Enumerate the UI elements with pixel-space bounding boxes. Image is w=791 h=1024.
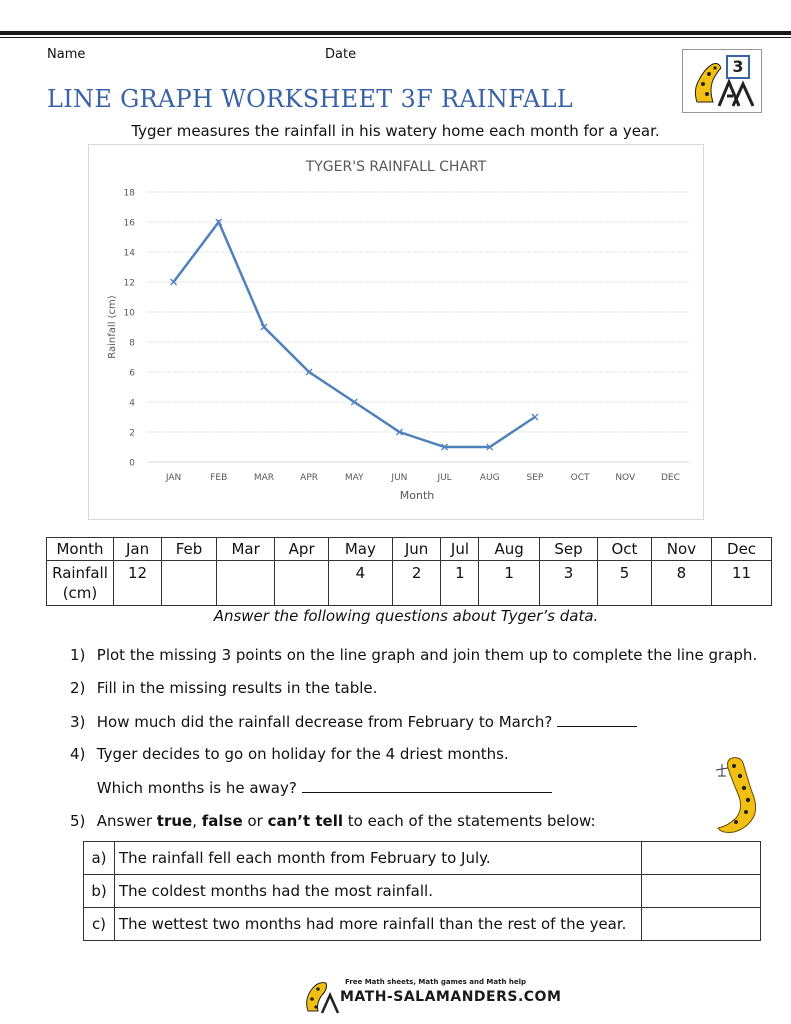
statement-label: a) — [84, 842, 115, 875]
month-cell: Sep — [539, 538, 597, 561]
separator: , — [192, 812, 202, 830]
question-text: Which months is he away? — [96, 779, 297, 797]
y-tick-label: 10 — [123, 308, 135, 319]
chart-svg — [89, 145, 703, 519]
chart-grid — [147, 192, 689, 462]
value-cell: 11 — [712, 561, 772, 606]
table-header-row — [47, 538, 772, 561]
y-tick-label: 18 — [123, 188, 135, 199]
question-text: Fill in the missing results in the table. — [96, 679, 378, 697]
question-number: 4) — [70, 745, 86, 763]
x-tick-label: MAR — [253, 473, 275, 483]
question-3 — [70, 712, 637, 731]
question-number: 1) — [70, 646, 86, 664]
x-axis-ticks — [165, 473, 680, 483]
top-rule — [0, 31, 791, 35]
table-value-row — [47, 561, 772, 606]
footer-logo — [300, 975, 562, 1015]
value-cell: 12 — [114, 561, 162, 606]
month-cell: Mar — [216, 538, 274, 561]
question-text: Tyger decides to go on holiday for the 4 driest months. — [96, 745, 509, 763]
y-tick-label: 16 — [123, 218, 135, 229]
statement-row — [84, 875, 761, 908]
month-cell: Feb — [162, 538, 217, 561]
value-cell: 2 — [392, 561, 441, 606]
x-tick-label: APR — [300, 473, 319, 483]
month-cell: Nov — [651, 538, 711, 561]
value-cell: 8 — [651, 561, 711, 606]
keyword-cant-tell: can’t tell — [267, 812, 343, 830]
question-5 — [70, 812, 596, 830]
month-cell: Jul — [441, 538, 479, 561]
keyword-true: true — [156, 812, 193, 830]
y-tick-label: 14 — [123, 248, 135, 259]
date-label: Date — [325, 47, 357, 62]
question-1 — [70, 646, 757, 664]
month-cell: Jun — [392, 538, 441, 561]
y-axis-label: Rainfall (cm) — [107, 295, 118, 359]
x-tick-label: JUN — [391, 473, 408, 483]
x-tick-label: NOV — [615, 473, 636, 483]
statement-answer-cell[interactable] — [642, 842, 761, 875]
rainfall-chart — [88, 144, 704, 520]
rainfall-series-line — [174, 222, 535, 447]
value-cell: 5 — [598, 561, 652, 606]
statement-label: b) — [84, 875, 115, 908]
month-cell: Dec — [712, 538, 772, 561]
x-tick-label: DEC — [660, 473, 680, 483]
salamander-icon — [714, 754, 762, 834]
statement-label: c) — [84, 908, 115, 941]
page-title: LINE GRAPH WORKSHEET 3F RAINFALL — [47, 85, 574, 113]
grade-number: 3 — [732, 57, 744, 76]
statement-row — [84, 908, 761, 941]
x-tick-label: FEB — [210, 473, 228, 483]
y-tick-label: 12 — [123, 278, 135, 289]
value-cell: 1 — [441, 561, 479, 606]
keyword-false: false — [201, 812, 243, 830]
answer-blank[interactable] — [302, 778, 552, 793]
value-cell: 3 — [539, 561, 597, 606]
question-number: 5) — [70, 812, 86, 830]
month-cell: May — [328, 538, 392, 561]
x-tick-label: OCT — [570, 473, 590, 483]
y-tick-label: 2 — [129, 428, 135, 439]
answer-blank[interactable] — [557, 712, 637, 727]
chart-title: TYGER'S RAINFALL CHART — [305, 159, 487, 175]
intro-text: Tyger measures the rainfall in his watery home each month for a year. — [131, 122, 660, 140]
value-cell: 1 — [479, 561, 539, 606]
y-axis-ticks — [124, 189, 136, 469]
x-tick-label: AUG — [479, 473, 500, 483]
question-text: to each of the statements below: — [342, 812, 596, 830]
footer-salamander-icon — [300, 975, 340, 1015]
footer-tagline: Free Math sheets, Math games and Math help — [345, 978, 527, 986]
x-tick-label: JAN — [165, 473, 182, 483]
month-cell: Oct — [598, 538, 652, 561]
question-4-follow — [70, 778, 552, 797]
answer-instructions: Answer the following questions about Tyger’s data. — [213, 607, 599, 625]
top-rule-thin — [0, 37, 791, 38]
separator: or — [242, 812, 268, 830]
x-tick-label: JUL — [437, 473, 452, 483]
row-label-cell — [47, 561, 114, 606]
y-tick-label: 6 — [129, 368, 135, 379]
statement-row — [84, 842, 761, 875]
value-cell-blank[interactable] — [162, 561, 217, 606]
question-text: Answer — [96, 812, 157, 830]
question-text: How much did the rainfall decrease from February to March? — [96, 713, 553, 731]
data-points — [171, 219, 538, 450]
question-text: Plot the missing 3 points on the line graph and join them up to complete the line graph. — [96, 646, 758, 664]
statement-answer-cell[interactable] — [642, 875, 761, 908]
question-2 — [70, 679, 377, 697]
statement-answer-cell[interactable] — [642, 908, 761, 941]
rainfall-table — [46, 537, 772, 606]
y-tick-label: 4 — [129, 398, 135, 409]
statements-table — [83, 841, 761, 941]
value-cell-blank[interactable] — [275, 561, 329, 606]
x-tick-label: MAY — [344, 473, 364, 483]
y-tick-label: 8 — [129, 338, 135, 349]
header-cell: Month — [47, 538, 114, 561]
grade-logo — [682, 49, 762, 113]
question-number: 3) — [70, 713, 86, 731]
month-cell: Jan — [114, 538, 162, 561]
question-number: 2) — [70, 679, 86, 697]
x-tick-label: SEP — [526, 473, 544, 483]
statement-text: The coldest months had the most rainfall. — [115, 875, 642, 908]
value-cell-blank[interactable] — [216, 561, 274, 606]
salamander-logo-icon — [683, 50, 761, 112]
x-axis-label: Month — [399, 489, 435, 502]
name-label: Name — [47, 47, 86, 62]
footer-site-link[interactable]: MATH-SALAMANDERS.COM — [340, 989, 562, 1005]
question-4 — [70, 745, 509, 763]
statement-text: The wettest two months had more rainfall than the rest of the year. — [115, 908, 642, 941]
month-cell: Apr — [275, 538, 329, 561]
row-label-line2: (cm) — [62, 584, 98, 602]
value-cell: 4 — [328, 561, 392, 606]
statement-text: The rainfall fell each month from February to July. — [115, 842, 642, 875]
y-tick-label: 0 — [129, 458, 135, 469]
month-cell: Aug — [479, 538, 539, 561]
row-label-line1: Rainfall — [52, 564, 108, 582]
